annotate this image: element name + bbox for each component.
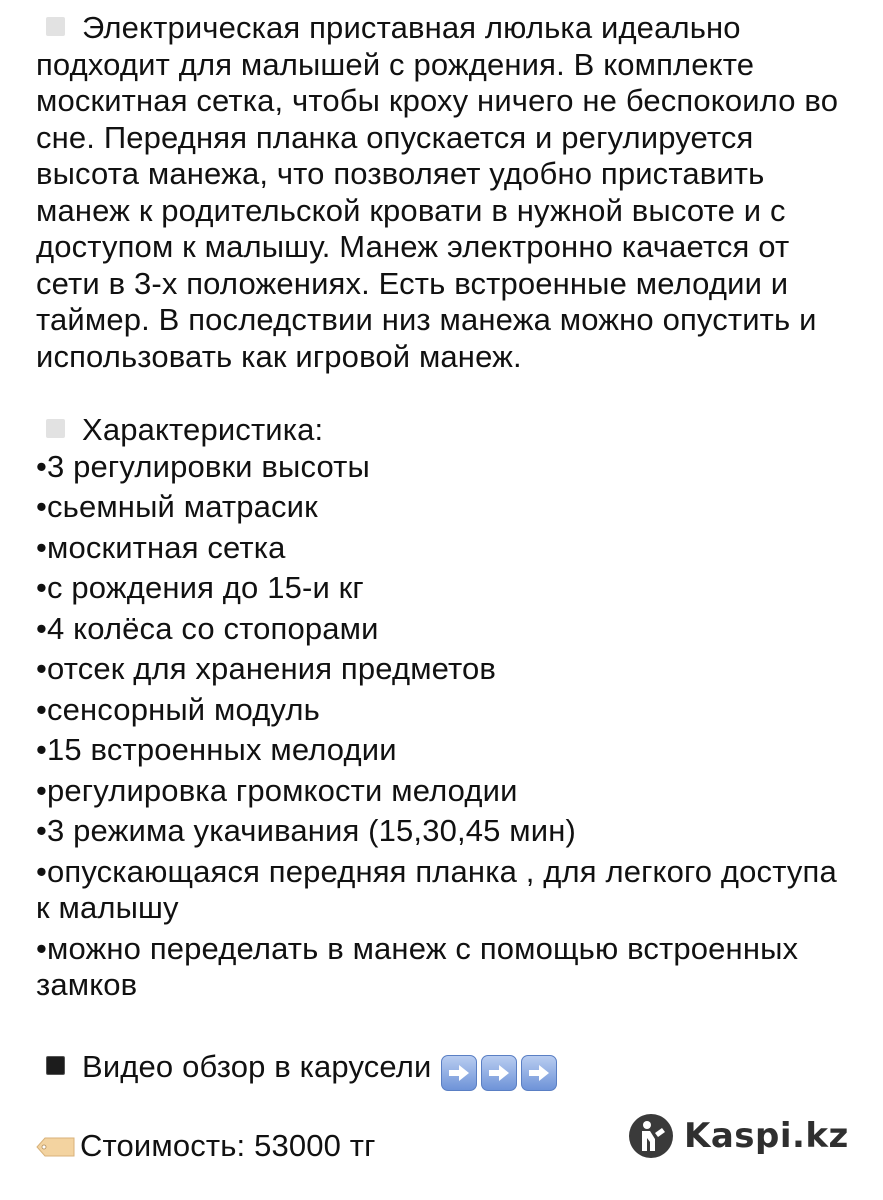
list-item: [36, 813, 848, 850]
list-item: [36, 489, 848, 526]
list-item: [36, 449, 848, 486]
right-arrow-icon: [521, 1055, 557, 1091]
characteristics-heading-text: Характеристика:: [82, 412, 324, 447]
dark-square-icon: [46, 1056, 65, 1075]
list-item-text: с рождения до 15-и кг: [47, 570, 364, 605]
light-square-icon: [46, 419, 65, 438]
list-item: [36, 854, 848, 927]
bullet: •: [36, 610, 48, 646]
listing-description: [36, 10, 848, 1164]
arrow-group: [441, 1055, 557, 1091]
bullet: •: [36, 529, 48, 565]
bullet: •: [36, 651, 48, 686]
list-item: [36, 692, 848, 729]
watermark-text: Kaspi.kz: [684, 1116, 849, 1156]
list-item-text: 3 регулировки высоты: [47, 448, 370, 484]
kaspi-watermark: [628, 1110, 849, 1162]
kaspi-logo-icon: [628, 1113, 674, 1159]
video-line: [36, 1049, 848, 1091]
list-item: [36, 732, 848, 769]
list-item-text: 4 колёса со стопорами: [47, 610, 379, 646]
light-square-icon: [46, 17, 65, 36]
bullet: •: [36, 853, 48, 889]
list-item: [36, 651, 848, 688]
list-item-text: сьемный матрасик: [47, 489, 318, 524]
bullet: •: [36, 813, 48, 848]
video-text: Видео обзор в карусели: [82, 1048, 432, 1084]
list-item-text: отсек для хранения предметов: [47, 651, 497, 686]
intro-text: Электрическая приставная люлька идеально подходит для малышей с рождения. В комплекте москитная сетка, чтобы кроху ничего не беспокоило во сне. Передняя планка опускается и регулируется высота манежа, что позволяет удобно приставить манеж к родительской кровати в нужной высоте и с доступом к малышу. Манеж электронно качается от сети в 3-х положениях. Есть встроенные мелодии и таймер. В последствии низ манежа можно опустить и использовать как игровой манеж.: [36, 10, 839, 374]
list-item: [36, 611, 848, 648]
bullet: •: [36, 691, 48, 727]
price-text: Стоимость: 53000 тг: [80, 1127, 376, 1163]
bullet: •: [36, 570, 48, 605]
list-item: [36, 773, 848, 810]
bullet: •: [36, 489, 48, 524]
bullet: •: [36, 772, 48, 808]
list-item: [36, 931, 848, 1004]
list-item: [36, 530, 848, 567]
list-item-text: можно переделать в манеж с помощью встроенных замков: [36, 930, 799, 1002]
list-item-text: сенсорный модуль: [47, 691, 320, 727]
list-item-text: москитная сетка: [47, 529, 286, 565]
right-arrow-icon: [441, 1055, 477, 1091]
bullet: •: [36, 930, 48, 966]
right-arrow-icon: [481, 1055, 517, 1091]
list-item-text: регулировка громкости мелодии: [47, 772, 518, 808]
characteristics-heading: [36, 412, 848, 449]
bullet: •: [36, 732, 48, 767]
list-item: [36, 570, 848, 607]
characteristics-list: [36, 449, 848, 1004]
list-item-text: 15 встроенных мелодии: [47, 732, 397, 767]
list-item-text: опускающаяся передняя планка , для легкого доступа к малышу: [36, 853, 837, 925]
intro-paragraph: [36, 10, 848, 375]
list-item-text: 3 режима укачивания (15,30,45 мин): [47, 813, 576, 848]
price-tag-icon: [36, 1136, 76, 1158]
bullet: •: [36, 448, 48, 484]
